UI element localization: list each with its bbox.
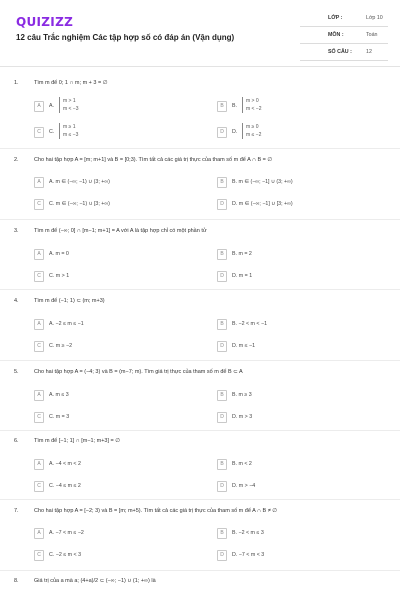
option-label: B.	[232, 103, 238, 109]
option-letter-box: A	[34, 101, 44, 112]
question-number: 2.	[14, 157, 19, 163]
option-letter-box: A	[34, 249, 44, 260]
option-text: A. m ≤ 3	[49, 392, 69, 398]
option-c[interactable]	[34, 271, 184, 283]
option-a[interactable]	[34, 249, 184, 261]
option-text: A. −7 < m ≤ −2	[49, 530, 84, 536]
option-d[interactable]	[217, 124, 367, 139]
option-label: D.	[232, 129, 238, 135]
question-text: Cho hai tập hợp A = [−2; 3) và B = [m; m+5). Tìm tất cả các giá trị thực của tham số m để A ∩ B ≠ ∅	[34, 508, 278, 514]
option-letter-box: B	[217, 319, 227, 330]
option-text: D. −7 < m < 3	[232, 552, 265, 558]
option-letter-box: C	[34, 271, 44, 282]
option-text: A. −2 ≤ m ≤ −1	[49, 321, 84, 327]
question-number: 3.	[14, 228, 19, 234]
meta-label: LỚP :	[328, 15, 343, 21]
option-letter-box: B	[217, 459, 227, 470]
option-letter-box: A	[34, 390, 44, 401]
option-letter-box: B	[217, 249, 227, 260]
option-b[interactable]	[217, 319, 367, 331]
option-d[interactable]	[217, 271, 367, 283]
option-letter-box: D	[217, 199, 227, 210]
quizizz-logo: QUIZIZZ	[16, 15, 74, 29]
option-letter-box: A	[34, 319, 44, 330]
option-letter-box: B	[217, 528, 227, 539]
option-b[interactable]	[217, 390, 367, 402]
option-text: D. m > −4	[232, 483, 256, 489]
option-text: C. −4 ≤ m ≤ 2	[49, 483, 81, 489]
question-number: 1.	[14, 80, 19, 86]
option-letter-box: C	[34, 199, 44, 210]
option-b[interactable]	[217, 98, 367, 113]
option-text: D. m ≤ −1	[232, 343, 256, 349]
meta-row-class	[300, 13, 388, 27]
question-divider	[0, 360, 400, 361]
question-number: 8.	[14, 578, 19, 584]
option-letter-box: C	[34, 550, 44, 561]
option-d[interactable]	[217, 341, 367, 353]
option-label: C.	[49, 129, 55, 135]
option-line: m ≤ −2	[246, 132, 262, 138]
option-line: m ≥ 0	[246, 124, 259, 130]
header-divider	[0, 66, 400, 67]
question-divider	[0, 499, 400, 500]
option-c[interactable]	[34, 412, 184, 424]
option-system	[59, 123, 78, 139]
question-divider	[0, 570, 400, 571]
option-letter-box: D	[217, 127, 227, 138]
option-letter-box: C	[34, 127, 44, 138]
meta-panel	[300, 13, 388, 64]
meta-label: MÔN :	[328, 32, 344, 38]
option-a[interactable]	[34, 390, 184, 402]
option-line: m > 1	[63, 98, 76, 104]
option-text: C. m = 3	[49, 414, 70, 420]
meta-value: 12	[366, 49, 372, 55]
option-text: C. −2 ≤ m < 3	[49, 552, 82, 558]
option-d[interactable]	[217, 199, 367, 211]
worksheet-header	[0, 0, 400, 70]
question-text: Tìm m để [−1; 1] ∩ [m−1; m+3] = ∅	[34, 438, 121, 444]
option-label: A.	[49, 103, 55, 109]
option-line: m ≥ 1	[63, 124, 76, 130]
option-line: m > 0	[246, 98, 259, 104]
option-letter-box: D	[217, 481, 227, 492]
meta-value: Toán	[366, 32, 378, 38]
question-divider	[0, 148, 400, 149]
question-divider	[0, 430, 400, 431]
option-system	[242, 97, 262, 113]
option-a[interactable]	[34, 319, 184, 331]
option-a[interactable]	[34, 528, 184, 540]
question-text: Tìm m để 0; 1 ∩ m; m + 3 = ∅	[34, 80, 108, 86]
question-number: 6.	[14, 438, 19, 444]
option-letter-box: A	[34, 459, 44, 470]
option-letter-box: D	[217, 271, 227, 282]
question-text: Cho hai tập hợp A = (−4; 3) và B = (m−7; m). Tìm giá trị thực của tham số m để B ⊂ A	[34, 369, 243, 375]
option-system	[59, 97, 79, 113]
option-text: A. m = 0	[49, 251, 69, 257]
option-system	[242, 123, 261, 139]
option-text: B. m < 2	[232, 461, 252, 467]
option-b[interactable]	[217, 177, 367, 189]
meta-row-subject	[300, 30, 388, 44]
option-c[interactable]	[34, 550, 184, 562]
option-letter-box: C	[34, 341, 44, 352]
option-text: B. −2 < m ≤ 3	[232, 530, 264, 536]
option-a[interactable]	[34, 177, 184, 189]
question-text: Cho hai tập hợp A = [m; m+1] và B = [0;3). Tìm tất cả các giá trị thực của tham số m để A ∩ B = ∅	[34, 157, 273, 163]
option-letter-box: A	[34, 528, 44, 539]
option-c[interactable]	[34, 481, 184, 493]
option-text: D. m = 1	[232, 273, 253, 279]
option-text: B. m = 2	[232, 251, 252, 257]
option-b[interactable]	[217, 528, 367, 540]
question-divider	[0, 289, 400, 290]
option-letter-box: B	[217, 390, 227, 401]
option-d[interactable]	[217, 481, 367, 493]
option-text: B. m ∈ (−∞; −1] ∪ (3; +∞)	[232, 179, 293, 185]
question-number: 5.	[14, 369, 19, 375]
option-letter-box: C	[34, 481, 44, 492]
option-text: C. m > 1	[49, 273, 70, 279]
option-a[interactable]	[34, 459, 184, 471]
question-number: 4.	[14, 298, 19, 304]
meta-row-count	[300, 47, 388, 61]
option-b[interactable]	[217, 249, 367, 261]
option-b[interactable]	[217, 459, 367, 471]
option-letter-box: D	[217, 550, 227, 561]
option-line: m < −2	[246, 106, 262, 112]
option-text: D. m > 3	[232, 414, 253, 420]
option-letter-box: D	[217, 341, 227, 352]
option-d[interactable]	[217, 412, 367, 424]
option-text: C. m ≥ −2	[49, 343, 73, 349]
question-text: Tìm m để (−1; 1) ⊂ (m; m+3)	[34, 298, 105, 304]
option-c[interactable]	[34, 199, 184, 211]
option-d[interactable]	[217, 550, 367, 562]
question-text: Tìm m để (−∞; 0] ∩ [m−1; m+1] = A với A là tập hợp chỉ có một phần tử	[34, 228, 207, 234]
option-c[interactable]	[34, 341, 184, 353]
option-line: m ≤ −3	[63, 132, 79, 138]
page-title: 12 câu Trắc nghiệm Các tập hợp số có đáp án (Vận dụng)	[16, 33, 235, 42]
question-text: Giá trị của a mà a; (4+a)/2 ⊂ (−∞; −1) ∪ (1; +∞) là	[34, 578, 156, 584]
option-letter-box: A	[34, 177, 44, 188]
option-c[interactable]	[34, 124, 184, 139]
question-number: 7.	[14, 508, 19, 514]
meta-label: SỐ CÂU :	[328, 49, 352, 55]
question-divider	[0, 219, 400, 220]
option-text: B. −2 < m < −1	[232, 321, 268, 327]
option-text: A. −4 < m < 2	[49, 461, 81, 467]
option-text: B. m ≥ 3	[232, 392, 252, 398]
option-a[interactable]	[34, 98, 184, 113]
option-text: C. m ∈ (−∞; −1) ∪ [3; +∞)	[49, 201, 110, 207]
option-letter-box: C	[34, 412, 44, 423]
option-letter-box: D	[217, 412, 227, 423]
option-letter-box: B	[217, 101, 227, 112]
meta-value: Lớp 10	[366, 15, 383, 21]
option-line: m < −3	[63, 106, 79, 112]
option-text: A. m ∈ (−∞; −1) ∪ (3; +∞)	[49, 179, 110, 185]
option-text: D. m ∈ (−∞; −1] ∪ [3; +∞)	[232, 201, 293, 207]
option-letter-box: B	[217, 177, 227, 188]
